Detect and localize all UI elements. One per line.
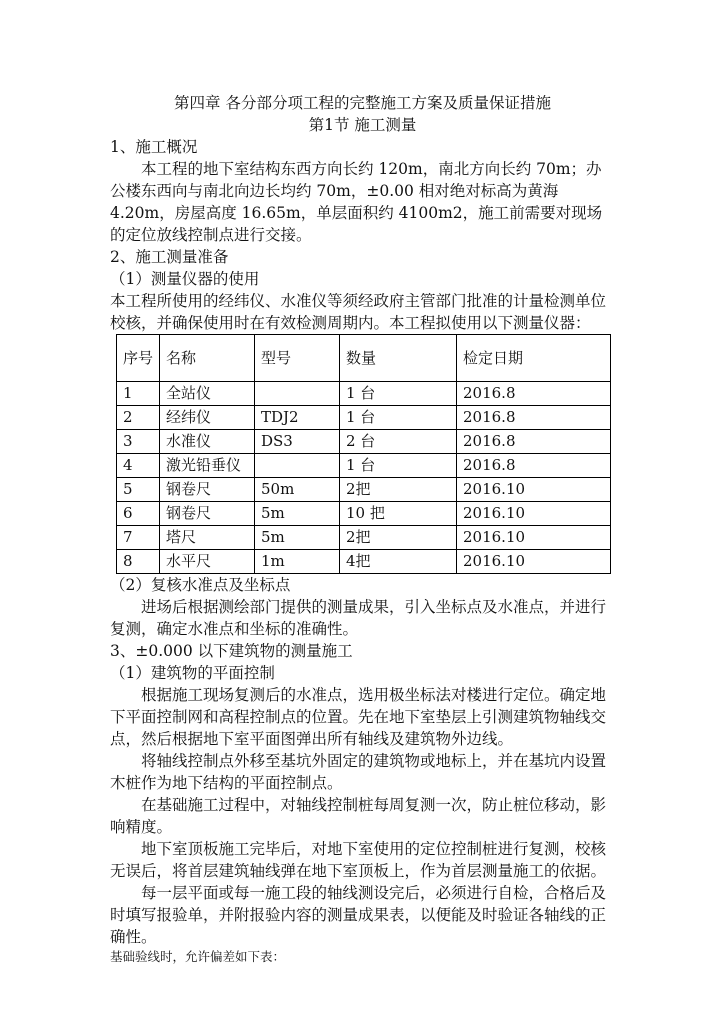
table-cell: 2016.10 bbox=[457, 550, 611, 574]
table-cell: 3 bbox=[117, 430, 160, 454]
header-cell-name: 名称 bbox=[160, 335, 255, 382]
table-row bbox=[117, 526, 611, 550]
section-3-paragraph-3: 在基础施工过程中，对轴线控制桩每周复测一次，防止桩位移动，影响精度。 bbox=[110, 796, 607, 836]
table-cell: 水平尺 bbox=[160, 550, 255, 574]
table-cell: 1 台 bbox=[340, 406, 457, 430]
table-cell: 1 台 bbox=[340, 382, 457, 406]
table-cell: TDJ2 bbox=[255, 406, 340, 430]
table-cell: 2 台 bbox=[340, 430, 457, 454]
section-2-heading: 2、施工测量准备 bbox=[110, 248, 229, 266]
table-cell bbox=[255, 454, 340, 478]
section-3-paragraph-1: 根据施工现场复测后的水准点，选用极坐标法对楼进行定位。确定地下平面控制网和高程控制点的位置。先在地下室垫层上引测建筑物轴线交点，然后根据地下室平面图弹出所有轴线及建筑物外边线。 bbox=[110, 686, 607, 748]
section-3-paragraph-2: 将轴线控制点外移至基坑外固定的建筑物或地标上，并在基坑内设置木桩作为地下结构的平面控制点。 bbox=[110, 752, 607, 792]
table-cell: 2016.8 bbox=[457, 382, 611, 406]
table-cell: 8 bbox=[117, 550, 160, 574]
table-cell: 6 bbox=[117, 502, 160, 526]
section-2-paragraph-2: 进场后根据测绘部门提供的测量成果，引入坐标点及水准点，并进行复测，确定水准点和坐标的准确性。 bbox=[110, 598, 607, 638]
table-cell: 50m bbox=[255, 478, 340, 502]
chapter-title: 第四章 各分部分项工程的完整施工方案及质量保证措施 bbox=[174, 94, 551, 112]
table-cell: 2把 bbox=[340, 526, 457, 550]
table-cell: 1 台 bbox=[340, 454, 457, 478]
table-cell: DS3 bbox=[255, 430, 340, 454]
table-cell: 2016.10 bbox=[457, 526, 611, 550]
table-row bbox=[117, 382, 611, 406]
header-cell-date: 检定日期 bbox=[457, 335, 611, 382]
table-cell bbox=[255, 382, 340, 406]
table-cell: 经纬仪 bbox=[160, 406, 255, 430]
table-cell: 2把 bbox=[340, 478, 457, 502]
table-cell: 塔尺 bbox=[160, 526, 255, 550]
table-cell: 钢卷尺 bbox=[160, 502, 255, 526]
table-cell: 4 bbox=[117, 454, 160, 478]
table-row bbox=[117, 454, 611, 478]
section-3-paragraph-4: 地下室顶板施工完毕后，对地下室使用的定位控制桩进行复测，校核无误后，将首层建筑轴线弹在地下室顶板上，作为首层测量施工的依据。 bbox=[110, 840, 607, 880]
table-cell: 2016.8 bbox=[457, 406, 611, 430]
document-page bbox=[110, 92, 615, 966]
table-cell: 5m bbox=[255, 526, 340, 550]
section-1-paragraph: 本工程的地下室结构东西方向长约 120m，南北方向长约 70m；办公楼东西向与南北向边长均约 70m，±0.00 相对绝对标高为黄海 4.20m，房屋高度 16.65m，单层面积约 4100m2，施工前需要对现场的定位放线控制点进行交接。 bbox=[110, 160, 603, 244]
table-cell: 4把 bbox=[340, 550, 457, 574]
table-cell: 全站仪 bbox=[160, 382, 255, 406]
header-cell-index: 序号 bbox=[117, 335, 160, 382]
header-cell-quantity: 数量 bbox=[340, 335, 457, 382]
footer-note: 基础验线时，允许偏差如下表： bbox=[110, 949, 286, 964]
section-2-paragraph: 本工程所使用的经纬仪、水准仪等须经政府主管部门批准的计量检测单位校核，并确保使用时在有效检测周期内。本工程拟使用以下测量仪器： bbox=[110, 292, 607, 332]
table-cell: 水准仪 bbox=[160, 430, 255, 454]
table-cell: 2016.8 bbox=[457, 454, 611, 478]
table-cell: 10 把 bbox=[340, 502, 457, 526]
table-cell: 激光铅垂仪 bbox=[160, 454, 255, 478]
table-row bbox=[117, 406, 611, 430]
section-1-heading: 1、施工概况 bbox=[110, 138, 198, 156]
table-cell: 7 bbox=[117, 526, 160, 550]
table-row bbox=[117, 430, 611, 454]
table-cell: 钢卷尺 bbox=[160, 478, 255, 502]
section-3-sub-1: （1）建筑物的平面控制 bbox=[110, 664, 275, 682]
table-cell: 2016.10 bbox=[457, 502, 611, 526]
header-cell-model: 型号 bbox=[255, 335, 340, 382]
section-3-heading: 3、±0.000 以下建筑物的测量施工 bbox=[110, 642, 353, 660]
section-2-sub-1: （1）测量仪器的使用 bbox=[110, 270, 260, 288]
section-3-paragraph-5: 每一层平面或每一施工段的轴线测设完后，必须进行自检，合格后及时填写报验单，并附报验内容的测量成果表，以便能及时验证各轴线的正确性。 bbox=[110, 884, 607, 946]
table-cell: 2016.8 bbox=[457, 430, 611, 454]
table-row bbox=[117, 550, 611, 574]
table-row bbox=[117, 502, 611, 526]
table-row bbox=[117, 478, 611, 502]
instrument-table bbox=[116, 334, 611, 574]
section-2-sub-2: （2）复核水准点及坐标点 bbox=[110, 576, 291, 594]
table-cell: 5m bbox=[255, 502, 340, 526]
table-cell: 2016.10 bbox=[457, 478, 611, 502]
table-header-row bbox=[117, 335, 611, 382]
table-cell: 2 bbox=[117, 406, 160, 430]
table-cell: 5 bbox=[117, 478, 160, 502]
table-cell: 1m bbox=[255, 550, 340, 574]
table-cell: 1 bbox=[117, 382, 160, 406]
section-title: 第1节 施工测量 bbox=[308, 116, 417, 134]
